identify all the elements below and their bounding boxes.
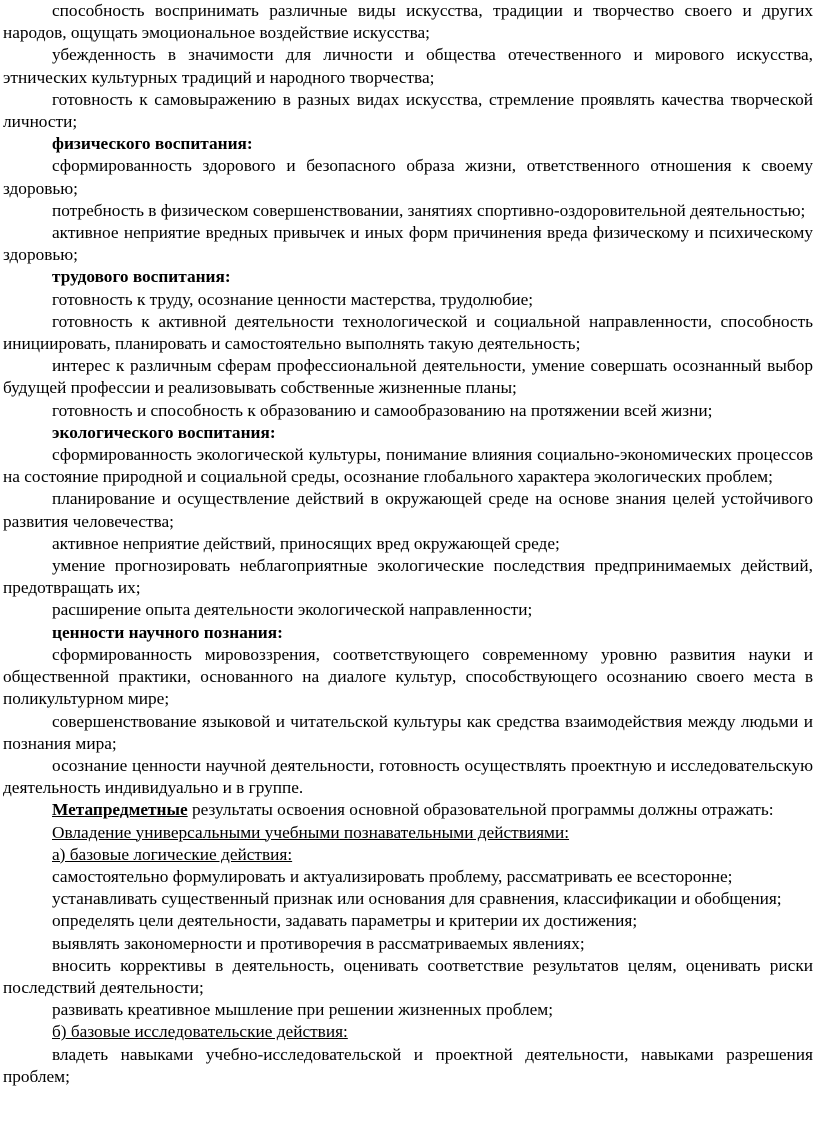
paragraph: выявлять закономерности и противоречия в рассматриваемых явлениях; <box>52 933 585 953</box>
section-heading: ценности научного познания: <box>52 622 283 642</box>
paragraph: осознание ценности научной деятельности, готовность осуществлять проектную и исследовательскую деятельность индивидуально и в группе. <box>3 755 813 798</box>
section-heading: трудового воспитания: <box>52 267 231 287</box>
document-page <box>3 0 813 1088</box>
paragraph: убежденность в значимости для личности и общества отечественного и мирового искусства, этнических культурных традиций и народного творчества; <box>3 45 813 87</box>
paragraph: вносить коррективы в деятельность, оценивать соответствие результатов целям, оценивать риски последствий деятельности; <box>3 955 813 997</box>
paragraph: активное неприятие вредных привычек и иных форм причинения вреда физическому и психическому здоровью; <box>3 223 813 265</box>
paragraph: планирование и осуществление действий в окружающей среде на основе знания целей устойчивого развития человечества; <box>3 489 813 531</box>
paragraph: умение прогнозировать неблагоприятные экологические последствия предпринимаемых действий, предотвращать их; <box>3 556 813 598</box>
paragraph: сформированность здорового и безопасного образа жизни, ответственного отношения к своему здоровью; <box>3 156 813 198</box>
paragraph: готовность к самовыражению в разных видах искусства, стремление проявлять качества творческой личности; <box>3 89 813 132</box>
subsection-heading: Овладение универсальными учебными познавательными действиями: <box>52 822 570 842</box>
paragraph: самостоятельно формулировать и актуализировать проблему, рассматривать ее всесторонне; <box>52 866 733 886</box>
paragraph: готовность к активной деятельности технологической и социальной направленности, способность инициировать, планировать и самостоятельно выполнять такую деятельность; <box>3 311 813 354</box>
paragraph: сформированность мировоззрения, соответствующего современному уровню развития науки и общественной практики, основанного на диалоге культур, способствующего осознанию своего места в поликультурном мире; <box>3 644 813 709</box>
metasubject-term: Метапредметные <box>52 800 188 820</box>
paragraph: владеть навыками учебно-исследовательской и проектной деятельности, навыками разрешения проблем; <box>3 1044 813 1086</box>
metasubject-text: результаты освоения основной образовательной программы должны отражать: <box>187 800 774 820</box>
paragraph: расширение опыта деятельности экологической направленности; <box>52 600 533 620</box>
section-heading: физического воспитания: <box>52 134 253 154</box>
paragraph: готовность и способность к образованию и самообразованию на протяжении всей жизни; <box>52 400 713 420</box>
section-heading: экологического воспитания: <box>52 422 276 442</box>
paragraph: сформированность экологической культуры, понимание влияния социально-экономических процессов на состояние природной и социальной среды, осознание глобального характера экологических проблем; <box>3 445 813 487</box>
paragraph: определять цели деятельности, задавать параметры и критерии их достижения; <box>52 911 638 931</box>
paragraph: способность воспринимать различные виды искусства, традиции и творчество своего и других народов, ощущать эмоциональное воздействие искусства; <box>3 1 813 43</box>
paragraph: потребность в физическом совершенствовании, занятиях спортивно-оздоровительной деятельностью; <box>52 200 806 220</box>
paragraph: устанавливать существенный признак или основания для сравнения, классификации и обобщения; <box>52 889 782 909</box>
paragraph: готовность к труду, осознание ценности мастерства, трудолюбие; <box>52 289 534 309</box>
paragraph: активное неприятие действий, приносящих вред окружающей среде; <box>52 533 560 553</box>
subsection-heading: б) базовые исследовательские действия: <box>52 1022 348 1042</box>
paragraph: развивать креативное мышление при решении жизненных проблем; <box>52 1000 554 1020</box>
subsection-heading: а) базовые логические действия: <box>52 844 293 864</box>
paragraph: совершенствование языковой и читательской культуры как средства взаимодействия между людьми и познания мира; <box>3 711 813 753</box>
paragraph: интерес к различным сферам профессиональной деятельности, умение совершать осознанный выбор будущей профессии и реализовывать собственные жизненные планы; <box>3 356 813 398</box>
metasubject-paragraph <box>3 799 813 821</box>
